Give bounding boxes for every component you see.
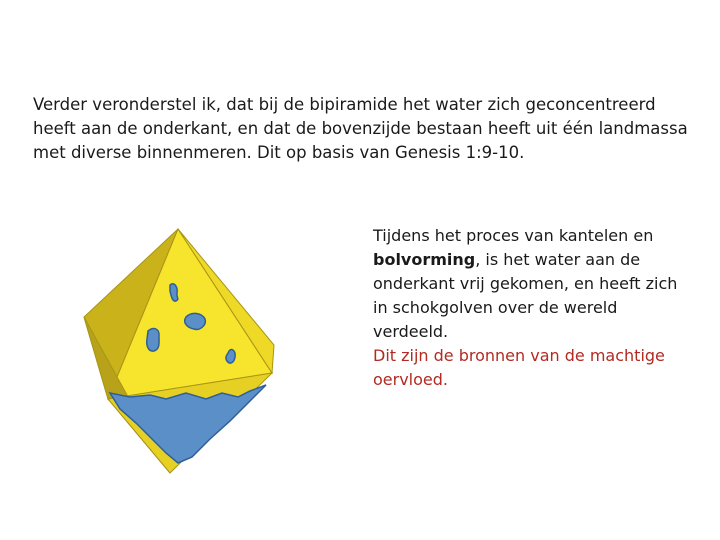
side-text-bold-word: bolvorming [373, 250, 476, 269]
side-text-part2: , is het water aan de onderkant vrij gekomen, en heeft zich in schokgolven over de wereld verdeeld. [373, 250, 678, 341]
side-paragraph [373, 224, 683, 392]
lake-3 [147, 329, 159, 352]
lake-2 [185, 313, 206, 329]
bipyramid-illustration [70, 225, 300, 475]
intro-paragraph: Verder veronderstel ik, dat bij de bipiramide het water zich geconcentreerd heeft aan de onderkant, en dat de bovenzijde bestaan heeft uit één landmassa met diverse binnenmeren. Dit op basis van Genesis 1:9-10. [33, 95, 688, 162]
side-text-highlight: Dit zijn de bronnen van de machtige oervloed. [373, 346, 665, 389]
side-text-part1: Tijdens het proces van kantelen en [373, 226, 654, 245]
